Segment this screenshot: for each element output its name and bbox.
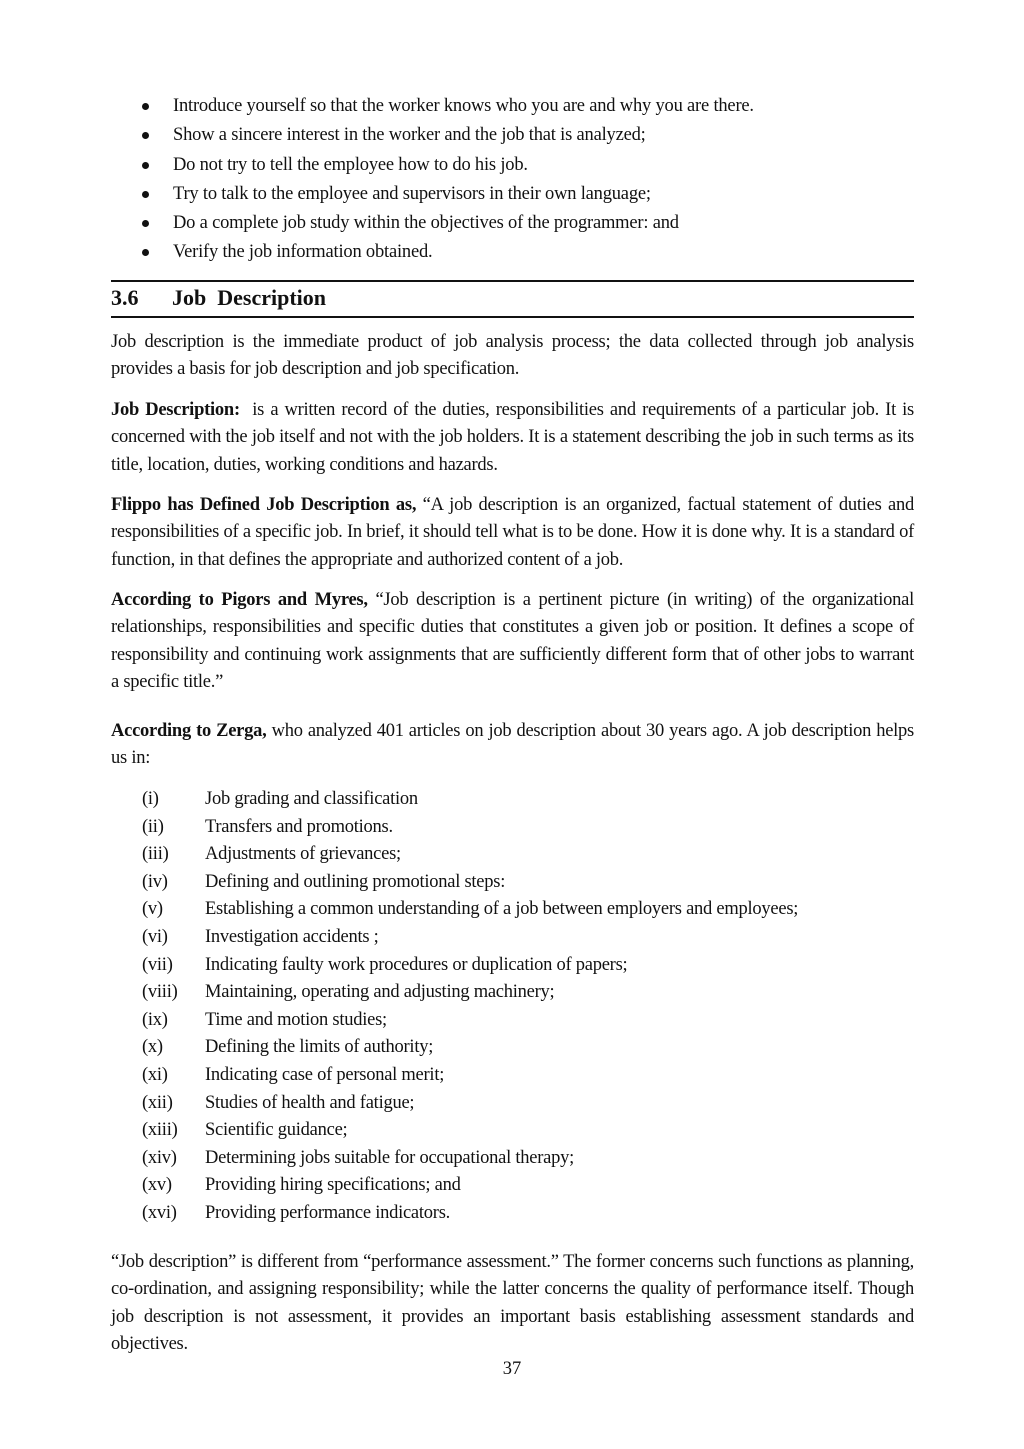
pigors-paragraph xyxy=(111,587,914,697)
page-number: 37 xyxy=(502,1359,522,1379)
list-item-number: (x) xyxy=(142,1037,163,1058)
list-item-text: Time and motion studies; xyxy=(205,1009,387,1030)
list-item-text: Indicating case of personal merit; xyxy=(205,1064,445,1085)
list-item-number: (xii) xyxy=(142,1092,173,1113)
bullet-item: Do not try to tell the employee how to do his job. xyxy=(111,151,914,180)
list-item-text: Maintaining, operating and adjusting machinery; xyxy=(205,982,555,1003)
list-item-number: (i) xyxy=(142,789,159,809)
bullet-icon xyxy=(142,132,149,139)
list-item-number: (xvi) xyxy=(142,1202,177,1223)
definition-text: is a written record of the duties, responsibilities and requirements of a particular job. It is concerned with the job itself and not with the job holders. It is a statement describing the job in such terms as its title, location, duties, working conditions and hazards. xyxy=(111,400,919,475)
section-title: Job Description xyxy=(172,285,326,310)
list-item-text: Providing performance indicators. xyxy=(205,1202,451,1223)
section-top-rule xyxy=(111,280,914,282)
intro-paragraph: Job description is the immediate product of job analysis process; the data collected through job analysis provides a basis for job description and job specification. xyxy=(111,332,914,380)
bullet-icon xyxy=(142,191,149,198)
guideline-bullet-list xyxy=(111,92,914,268)
list-item-text: Establishing a common understanding of a job between employers and employees; xyxy=(205,899,799,920)
pigors-text: “Job description is a pertinent picture (in writing) of the organizational relationships, responsibilities and specific duties that constitutes a given job or position. It defines a scope of responsibility and continuing work assignments that are sufficiently different form that of other jobs to warrant a specific title.” xyxy=(111,590,914,693)
list-item-text: Defining and outlining promotional steps: xyxy=(205,871,506,892)
list-item-text: Scientific guidance; xyxy=(205,1120,348,1141)
list-item xyxy=(142,869,914,897)
list-item-text: Providing hiring specifications; and xyxy=(205,1175,461,1196)
list-item-number: (iv) xyxy=(142,871,168,892)
list-item-number: (viii) xyxy=(142,982,178,1003)
list-item-text: Indicating faulty work procedures or duplication of papers; xyxy=(205,954,628,975)
list-item xyxy=(142,1062,914,1090)
bullet-item: Do a complete job study within the objectives of the programmer: and xyxy=(111,209,914,238)
pigors-lead: According to Pigors and Myres, xyxy=(111,590,368,610)
list-item xyxy=(142,1034,914,1062)
zerga-text: who analyzed 401 articles on job description about 30 years ago. A job description helps us in: xyxy=(111,721,915,769)
list-item xyxy=(142,1200,914,1228)
list-item xyxy=(142,814,914,842)
list-item xyxy=(142,786,914,814)
list-item xyxy=(142,1145,914,1173)
flippo-lead: Flippo has Defined Job Description as, xyxy=(111,495,417,515)
list-item-text: Studies of health and fatigue; xyxy=(205,1092,415,1113)
list-item-number: (xv) xyxy=(142,1175,172,1196)
list-item-number: (vi) xyxy=(142,926,168,947)
bullet-icon xyxy=(142,103,149,110)
list-item-number: (iii) xyxy=(142,844,169,865)
list-item-text: Investigation accidents ; xyxy=(205,926,379,947)
definition-paragraph xyxy=(111,397,919,479)
list-item xyxy=(142,1172,914,1200)
closing-paragraph: “Job description” is different from “performance assessment.” The former concerns such functions as planning, co-ordination, and assigning responsibility; while the latter concerns the quality of performance itself. Though job description is not assessment, it provides an important basis establishing assessment standards and objectives. xyxy=(111,1252,914,1355)
list-item-text: Determining jobs suitable for occupational therapy; xyxy=(205,1147,574,1168)
bullet-icon xyxy=(142,249,149,256)
list-item xyxy=(142,1007,914,1035)
list-item-number: (vii) xyxy=(142,954,173,975)
list-item-text: Transfers and promotions. xyxy=(205,816,393,837)
list-item-number: (xiii) xyxy=(142,1120,178,1141)
list-item-number: (v) xyxy=(142,899,163,920)
list-item xyxy=(142,1117,914,1145)
list-item-number: (xi) xyxy=(142,1064,168,1085)
list-item xyxy=(142,1090,914,1118)
zerga-lead: According to Zerga, xyxy=(111,721,267,741)
bullet-icon xyxy=(142,220,149,227)
bullet-item: Try to talk to the employee and supervisors in their own language; xyxy=(111,180,914,209)
flippo-text: “A job description is an organized, factual statement of duties and responsibilities of a specific job. In brief, it should tell what is to be done. How it is done why. It is a standard of function, in that defines the appropriate and authorized content of a job. xyxy=(111,495,914,570)
zerga-paragraph xyxy=(111,718,914,773)
section-number: 3.6 xyxy=(111,285,139,310)
list-item-number: (xiv) xyxy=(142,1147,177,1168)
list-item xyxy=(142,952,914,980)
list-item-text: Defining the limits of authority; xyxy=(205,1037,434,1058)
bullet-item: Introduce yourself so that the worker knows who you are and why you are there. xyxy=(111,92,914,121)
section-bottom-rule xyxy=(111,316,914,318)
list-item-text: Job grading and classification xyxy=(205,789,418,809)
section-heading xyxy=(111,283,326,313)
list-item-text: Adjustments of grievances; xyxy=(205,844,401,865)
bullet-item: Verify the job information obtained. xyxy=(111,238,914,267)
flippo-paragraph xyxy=(111,492,914,574)
list-item xyxy=(142,896,914,924)
list-item xyxy=(142,841,914,869)
list-item-number: (ii) xyxy=(142,816,164,837)
job-description-uses-list xyxy=(142,786,914,1228)
list-item xyxy=(142,979,914,1007)
list-item-number: (ix) xyxy=(142,1009,168,1030)
list-item xyxy=(142,924,914,952)
definition-lead: Job Description: xyxy=(111,400,240,420)
bullet-item: Show a sincere interest in the worker and the job that is analyzed; xyxy=(111,121,914,150)
bullet-icon xyxy=(142,162,149,169)
